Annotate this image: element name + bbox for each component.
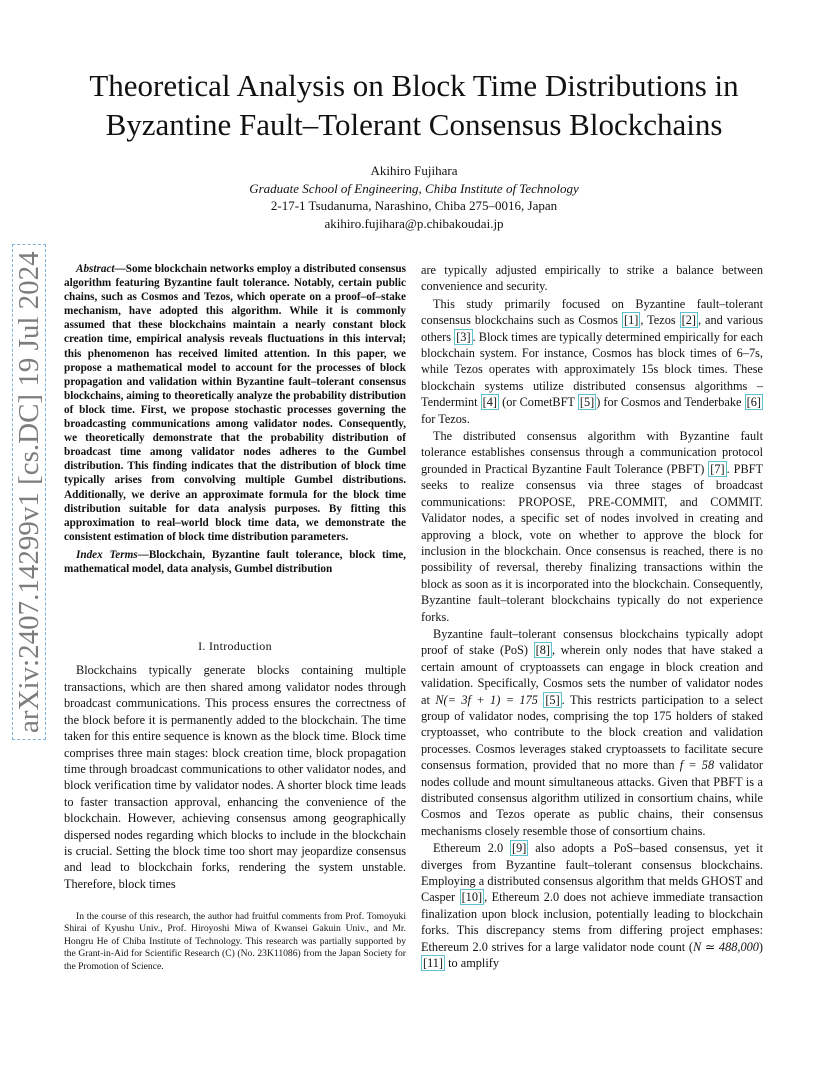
citation-link[interactable]: [11] <box>423 956 444 971</box>
citation-link[interactable]: [9] <box>512 841 527 856</box>
citation-link[interactable]: [10] <box>461 890 483 905</box>
author-block <box>100 162 728 232</box>
citation-link[interactable]: [7] <box>710 461 725 476</box>
paragraph-pos: Byzantine fault–tolerant consensus blockchains typically adopt proof of stake (PoS) [8] , wherein only nodes that have staked a certain amount of cryptoassets can engage in block creation and validation. Specifically, Cosmos sets the number of validator nodes at N(= 3f + 1) = 175 [5] . This restricts participation to a select group of validator nodes, comprising the top 175 holders of staked cryptoasset, who contribute to the block creation and validation processes. Cosmos leverages staked cryptoassets to facilitate secure consensus formation, provided that no more than f = 58 validator nodes collude and mount simultaneous attacks. Given that PBFT is a distributed consensus algorithm utilized in consortium chains, while Cosmos and Tezos operate as public chains, their consensus mechanisms closely resemble those of consortium chains. <box>421 626 764 838</box>
math-expression: N ≃ 488,000 <box>692 939 759 954</box>
right-column <box>421 262 763 972</box>
citation-link[interactable]: [3] <box>456 329 471 344</box>
left-column <box>64 262 406 892</box>
index-terms-label: Index Terms <box>76 548 138 561</box>
citation-link[interactable]: [5] <box>579 395 595 410</box>
citation-link[interactable]: [6] <box>746 395 761 410</box>
citation-link[interactable]: [8] <box>535 643 550 658</box>
citation-link[interactable]: [5] <box>545 692 560 707</box>
author-email[interactable]: akihiro.fujihara@p.chibakoudai.jp <box>324 215 504 231</box>
intro-paragraph: Blockchains typically generate blocks containing multiple transactions, which are then shared among validator nodes through broadcast communications. This process ensures the correctness of the block before it is permanently added to the blockchain. The time taken for this entire sequence is known as the block time. Block time comprises three main stages: block creation time, block propagation time through broadcast communications to other validator nodes, and block verification time by validator nodes. A shorter block time leads to faster transaction approval, enhancing the convenience of the blockchain. However, achieving consensus among geographically dispersed nodes regarding which blocks to include in the blockchain is crucial. Setting the block time too short may jeopardize consensus and lead to blockchain forks, rendering the system unstable. Therefore, block times <box>64 663 406 891</box>
math-expression: f = 58 <box>679 758 715 773</box>
section-heading: I. Introduction <box>198 639 272 654</box>
abstract-label: Abstract <box>76 263 115 275</box>
math-expression: N(= 3f + 1) = 175 <box>435 692 538 707</box>
paper-title <box>40 66 788 144</box>
index-terms <box>64 548 406 576</box>
title-line-2: Byzantine Fault–Tolerant Consensus Blockchains <box>105 107 723 142</box>
citation-link[interactable]: [1] <box>623 313 639 328</box>
abstract <box>64 262 406 576</box>
abstract-paragraph <box>64 262 406 544</box>
author-address: 2-17-1 Tsudanuma, Narashino, Chiba 275–0016, Japan <box>270 198 558 213</box>
paragraph-continuation: are typically adjusted empirically to strike a balance between convenience and security. <box>421 263 763 294</box>
author-affiliation: Graduate School of Engineering, Chiba Institute of Technology <box>249 180 579 196</box>
index-terms-text: —Blockchain, Byzantine fault tolerance, block time, mathematical model, data analysis, Gumbel distribution <box>64 548 406 575</box>
arxiv-stamp[interactable]: arXiv:2407.14299v1 [cs.DC] 19 Jul 2024 <box>12 244 46 740</box>
paragraph-ethereum: Ethereum 2.0 [9] also adopts a PoS–based consensus, yet it diverges from Byzantine fault–tolerant consensus blockchains. Employing a distributed consensus algorithm that melds GHOST and Casper [10] , Ethereum 2.0 does not achieve immediate transaction finalization upon block inclusion, potentially leading to blockchain forks. This discrepancy stems from differing project emphases: Ethereum 2.0 strives for a large validator node count (N ≃ 488,000) [11] to amplify <box>421 841 763 971</box>
footnote: In the course of this research, the author had fruitful comments from Prof. Tomoyuki Shirai of Kyushu Univ., Prof. Hiroyoshi Miwa of Kwansei Gakuin Univ., and Mr. Hongru He of Chiba Institute of Technology. This research was partially supported by the Grant-in-Aid for Scientific Research (C) (No. 23K11086) from the Japan Society for the Promotion of Science. <box>64 911 406 972</box>
citation-link[interactable]: [2] <box>681 313 696 328</box>
title-line-1: Theoretical Analysis on Block Time Distributions in <box>89 68 739 103</box>
citation-link[interactable]: [4] <box>482 395 497 410</box>
paragraph-pbft: The distributed consensus algorithm with Byzantine fault tolerance establishes consensus through a communication protocol grounded in Practical Byzantine Fault Tolerance (PBFT) [7] . PBFT seeks to realize consensus via three stages of broadcast communications: PROPOSE, PRE-COMMIT, and COMMIT. Validator nodes, a specific set of nodes involved in creating and approving a block, vote on whether to approve the block for inclusion in the blockchain. Once consensus is reached, there is no possibility of reversal, thereby finalizing transactions within the block as soon as it is incorporated into the blockchain. Consequently, Byzantine fault–tolerant blockchains typically do not experience forks. <box>421 429 763 624</box>
author-name: Akihiro Fujihara <box>370 163 458 178</box>
paragraph-study-focus: This study primarily focused on Byzantine fault–tolerant consensus blockchains such as Cosmos [1] , Tezos [2] , and various others [3] . Block times are typically determined empirically for each blockchain system. For instance, Cosmos has block times of 6–7s, while Tezos operates with approximately 15s block times. These blockchain systems utilize distributed consensus algorithms – Tendermint [4] (or CometBFT [5] ) for Cosmos and Tenderbake [6] for Tezos. <box>421 296 764 426</box>
abstract-text: —Some blockchain networks employ a distributed consensus algorithm featuring Byzantine fault tolerance. Notably, certain public chains, such as Cosmos and Tezos, which operate on a proof–of–stake mechanism, have adopted this algorithm. While it is commonly assumed that these blockchains maintain a nearly constant block creation time, empirical analysis reveals fluctuations in this interval; this phenomenon has received limited attention. In this paper, we propose a mathematical model to account for the processes of block propagation and validation within Byzantine fault–tolerant consensus blockchains, aiming to theoretically analyze the probability distribution of block time. First, we propose stochastic processes governing the broadcasting communications among validator nodes. Consequently, we theoretically demonstrate that the probability distribution of broadcast time among validator nodes adheres to the Gumbel distribution. This finding indicates that the distribution of block time typically arises from convolving multiple Gumbel distributions. Additionally, we derive an approximate formula for the block time distribution suitable for data analysis purposes. By fitting this approximation to real–world block time data, we demonstrate the consistent estimation of block time distribution parameters. <box>64 263 406 543</box>
